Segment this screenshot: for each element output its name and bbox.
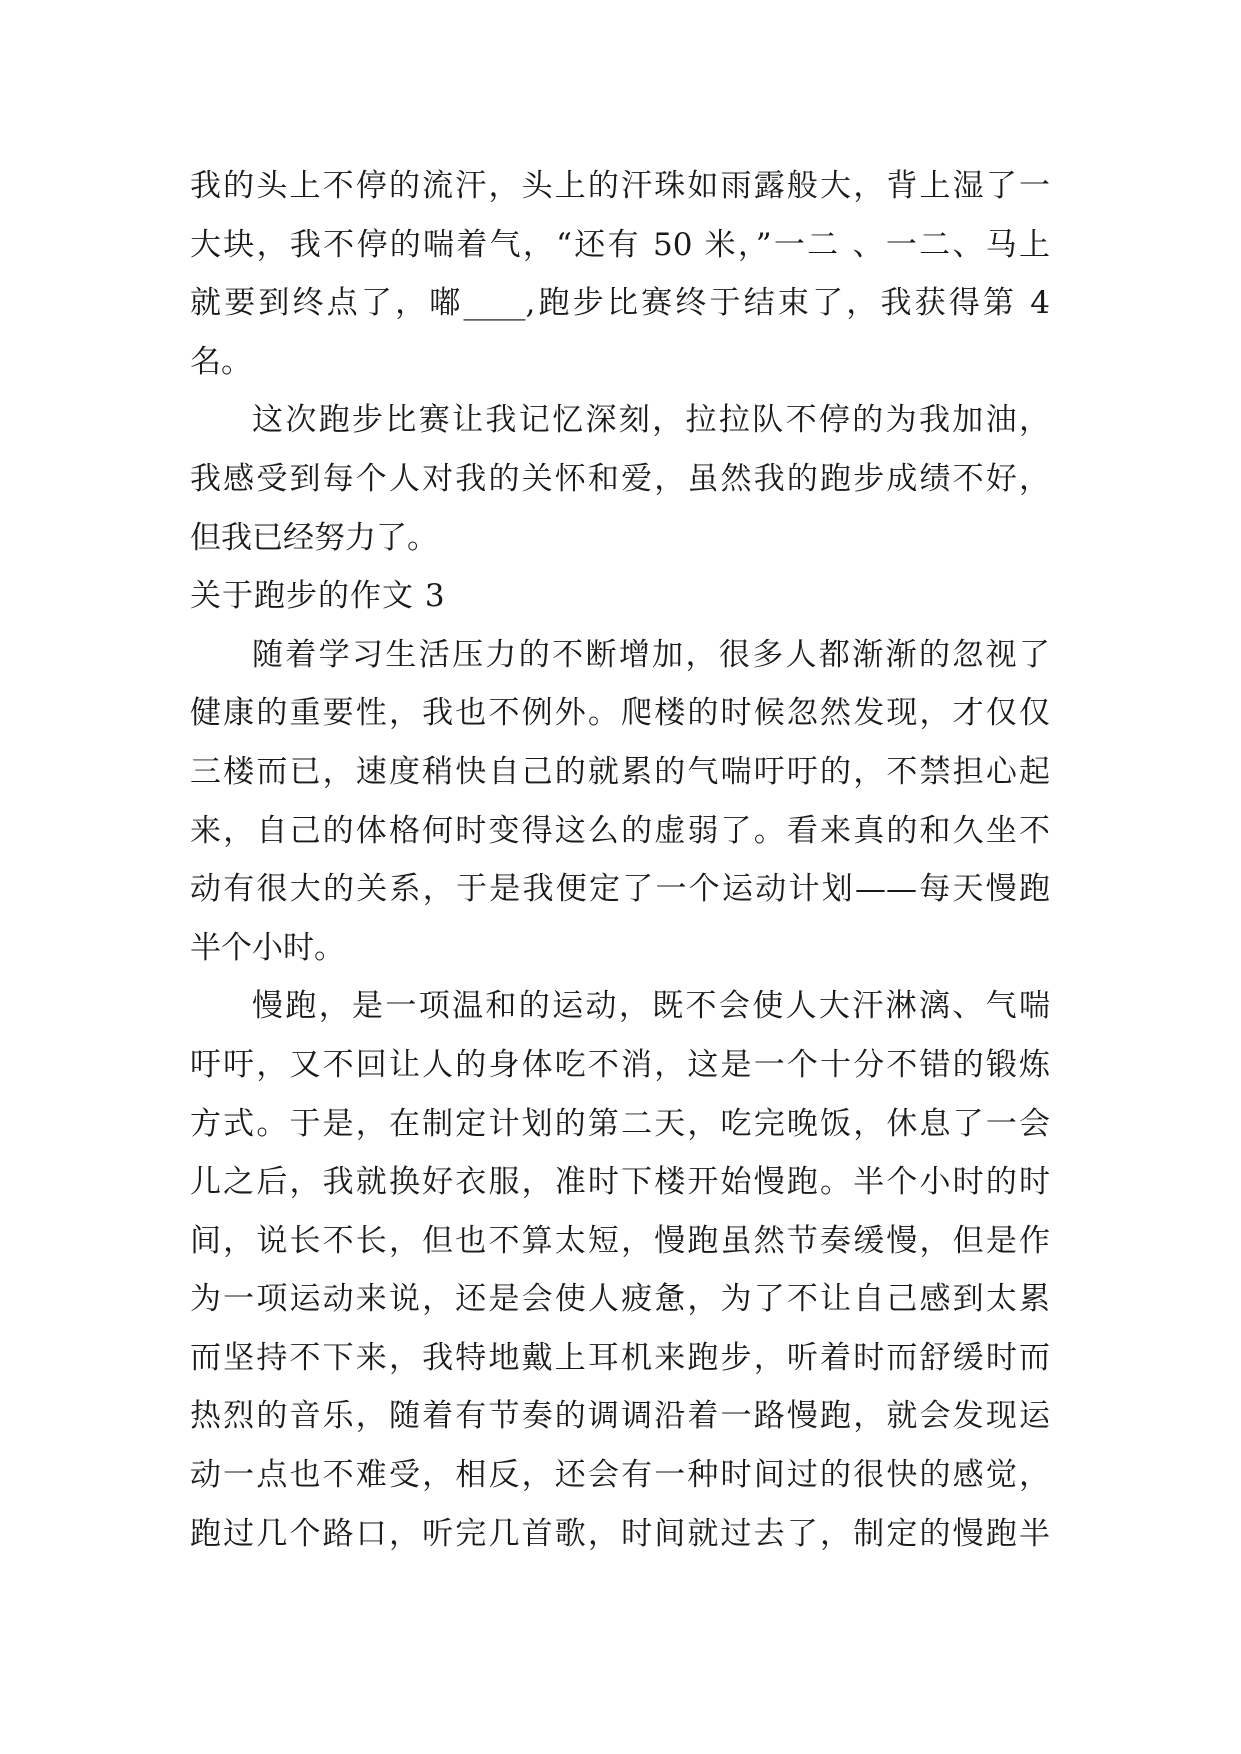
text-line: 动一点也不难受，相反，还会有一种时间过的很快的感觉， (190, 1457, 1050, 1494)
text-line: 吁吁，又不回让人的身体吃不消，这是一个十分不错的锻炼 (190, 1046, 1050, 1083)
text-line: 而坚持不下来，我特地戴上耳机来跑步，听着时而舒缓时而 (190, 1339, 1050, 1376)
document-text (190, 157, 1050, 1563)
text-line: 健康的重要性，我也不例外。爬楼的时候忽然发现，才仅仅 (190, 695, 1050, 732)
text-line: 我的头上不停的流汗，头上的汗珠如雨露般大，背上湿了一 (190, 168, 1050, 204)
paragraph-first-line: 这次跑步比赛让我记忆深刻，拉拉队不停的为我加油， (252, 402, 1050, 439)
text-line: 间，说长不长，但也不算太短，慢跑虽然节奏缓慢，但是作 (190, 1222, 1050, 1259)
text-line: 热烈的音乐，随着有节奏的调调沿着一路慢跑，就会发现运 (190, 1398, 1050, 1435)
text-line: 大块，我不停的喘着气，“还有 50 米，”一二 、一二、马上 (190, 226, 1050, 263)
text-line: 我感受到每个人对我的关怀和爱，虽然我的跑步成绩不好， (190, 460, 1050, 497)
paragraph-first-line: 随着学习生活压力的不断增加，很多人都渐渐的忽视了 (252, 636, 1050, 673)
text-line: 半个小时。 (190, 929, 345, 966)
text-line: 名。 (190, 343, 252, 380)
text-line: 为一项运动来说，还是会使人疲惫，为了不让自己感到太累 (190, 1281, 1050, 1318)
text-line: 方式。于是，在制定计划的第二天，吃完晚饭，休息了一会 (190, 1105, 1050, 1142)
text-line: 就要到终点了，嘟____,跑步比赛终于结束了，我获得第 4 (190, 285, 1050, 322)
text-line: 儿之后，我就换好衣服，准时下楼开始慢跑。半个小时的时 (190, 1164, 1050, 1201)
text-line: 动有很大的关系，于是我便定了一个运动计划——每天慢跑 (190, 871, 1050, 908)
section-heading: 关于跑步的作文 3 (190, 578, 446, 615)
paragraph-first-line: 慢跑，是一项温和的运动，既不会使人大汗淋漓、气喘 (252, 988, 1050, 1025)
text-line: 三楼而已，速度稍快自己的就累的气喘吁吁的，不禁担心起 (190, 753, 1050, 790)
text-line: 但我已经努力了。 (190, 519, 438, 556)
text-line: 跑过几个路口，听完几首歌，时间就过去了，制定的慢跑半 (190, 1515, 1050, 1552)
text-line: 来，自己的体格何时变得这么的虚弱了。看来真的和久坐不 (190, 812, 1050, 849)
